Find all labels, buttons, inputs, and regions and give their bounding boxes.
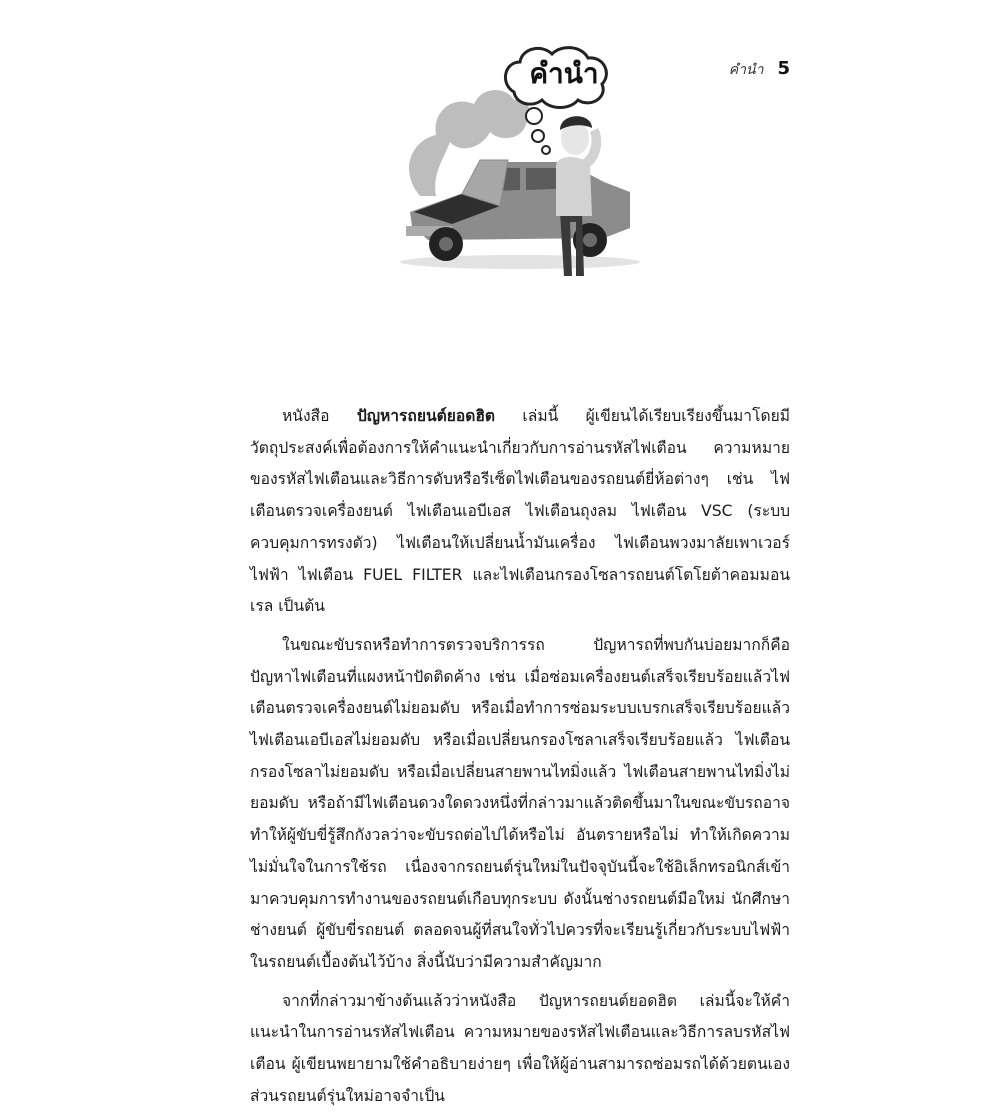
page-header <box>729 58 790 81</box>
paragraph-3 <box>250 986 790 1112</box>
thought-bubble-title: คำนำ <box>529 57 599 90</box>
paragraph-2 <box>250 630 790 979</box>
page-number: 5 <box>777 58 790 79</box>
paragraph-1-text: เล่มนี้ ผู้เขียนได้เรียบเรียงขึ้นมาโดยมีวัตถุประสงค์เพื่อต้องการให้คำแนะนำเกี่ยวกับการอ่านรหัสไฟเตือน ความหมายของรหัสไฟเตือนและวิธีการดับหรือรีเซ็ตไฟเตือนของรถยนต์ยี่ห้อต่างๆ เช่น ไฟเตือนตรวจเครื่องยนต์ ไฟเตือนเอบีเอส ไฟเตือนถุงลม ไฟเตือน VSC (ระบบควบคุมการทรงตัว) ไฟเตือนให้เปลี่ยนน้ำมันเครื่อง ไฟเตือนพวงมาลัยเพาเวอร์ไฟฟ้า ไฟเตือน FUEL FILTER และไฟเตือนกรองโซลารถยนต์โตโยต้าคอมมอนเรล เป็นต้น <box>250 407 790 616</box>
paragraph-1-lead: หนังสือ <box>282 407 357 425</box>
thought-dot-2 <box>532 130 544 142</box>
paragraph-1 <box>250 401 790 623</box>
running-title: คำนำ <box>728 62 764 78</box>
preface-body <box>250 401 790 1112</box>
book-title-bold: ปัญหารถยนต์ยอดฮิต <box>356 407 496 425</box>
thought-dot-1 <box>542 146 550 154</box>
paragraph-2-text: ในขณะขับรถหรือทำการตรวจบริการรถ ปัญหารถที่พบกันบ่อยมากก็คือ ปัญหาไฟเตือนที่แผงหน้าปัดติดค้าง เช่น เมื่อซ่อมเครื่องยนต์เสร็จเรียบร้อยแล้วไฟเตือนตรวจเครื่องยนต์ไม่ยอมดับ หรือเมื่อทำการซ่อมระบบเบรกเสร็จเรียบร้อยแล้ว ไฟเตือนเอบีเอสไม่ยอมดับ หรือเมื่อเปลี่ยนกรองโซลาเสร็จเรียบร้อยแล้ว ไฟเตือนกรองโซลาไม่ยอมดับ หรือเมื่อเปลี่ยนสายพานไทมิ่งแล้ว ไฟเตือนสายพานไทมิ่งไม่ยอมดับ หรือถ้ามีไฟเตือนดวงใดดวงหนึ่งที่กล่าวมาแล้วติดขึ้นมาในขณะขับรถอาจทำให้ผู้ขับขี่รู้สึกกังวลว่าจะขับรถต่อไปได้หรือไม่ อันตรายหรือไม่ ทำให้เกิดความไม่มั่นใจในการใช้รถ เนื่องจากรถยนต์รุ่นใหม่ในปัจจุบันนี้จะใช้อิเล็กทรอนิกส์เข้ามาควบคุมการทำงานของรถยนต์เกือบทุกระบบ ดังนั้นช่างรถยนต์มือใหม่ นักศึกษาช่างยนต์ ผู้ขับขี่รถยนต์ ตลอดจนผู้ที่สนใจทั่วไปควรที่จะเรียนรู้เกี่ยวกับระบบไฟฟ้าในรถยนต์เบื้องต้นไว้บ้าง สิ่งนี้นับว่ามีความสำคัญมาก <box>250 635 790 971</box>
thought-dot-3 <box>526 108 542 124</box>
paragraph-3-text: จากที่กล่าวมาข้างต้นแล้วว่าหนังสือ ปัญหารถยนต์ยอดฮิต เล่มนี้จะให้คำแนะนำในการอ่านรหัสไฟเตือน ความหมายของรหัสไฟเตือนและวิธีการลบรหัสไฟเตือน ผู้เขียนพยายามใช้คำอธิบายง่ายๆ เพื่อให้ผู้อ่านสามารถซ่อมรถได้ด้วยตนเอง ส่วนรถยนต์รุ่นใหม่อาจจำเป็น <box>250 991 790 1105</box>
